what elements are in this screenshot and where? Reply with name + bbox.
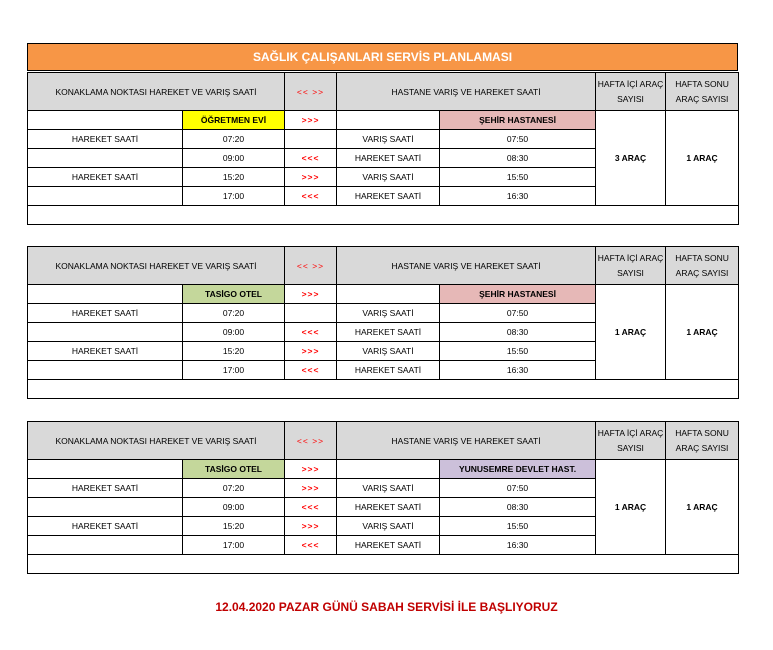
direction-arrow: <<< [285,149,337,168]
hospital-label: HAREKET SAATİ [337,536,440,555]
direction-arrow: <<< [285,323,337,342]
weekend-vehicle-count: 1 ARAÇ [666,285,739,380]
hospital-label: VARIŞ SAATİ [337,342,440,361]
blank-row [28,380,739,399]
hospital-label: HAREKET SAATİ [337,361,440,380]
blank-row [28,555,739,574]
departure-label: HAREKET SAATİ [28,130,183,149]
accommodation-time: 07:20 [183,304,285,323]
departure-label: HAREKET SAATİ [28,342,183,361]
hospital-label: HAREKET SAATİ [337,187,440,206]
hospital-label: VARIŞ SAATİ [337,304,440,323]
accommodation-time: 09:00 [183,498,285,517]
footer-notice: 12.04.2020 PAZAR GÜNÜ SABAH SERVİSİ İLE BAŞLIYORUZ [215,600,558,614]
accommodation-time: 09:00 [183,323,285,342]
hospital-label: VARIŞ SAATİ [337,130,440,149]
hospital-name: ŞEHİR HASTANESİ [440,285,596,304]
accommodation-time: 07:20 [183,479,285,498]
direction-arrow: >>> [285,285,337,304]
hospital-time: 16:30 [440,536,596,555]
weekend-vehicle-count: 1 ARAÇ [666,460,739,555]
blank-cell [28,111,183,130]
hospital-time: 15:50 [440,342,596,361]
header-weekday-count: HAFTA İÇİ ARAÇ SAYISI [596,247,666,285]
header-accommodation: KONAKLAMA NOKTASI HAREKET VE VARIŞ SAATİ [28,422,285,460]
blank-cell [337,460,440,479]
schedule-table [27,246,739,399]
hospital-time: 07:50 [440,130,596,149]
direction-arrow: <<< [285,361,337,380]
direction-arrow: <<< [285,536,337,555]
page-title: SAĞLIK ÇALIŞANLARI SERVİS PLANLAMASI [27,43,738,71]
hospital-name: ŞEHİR HASTANESİ [440,111,596,130]
direction-arrow [285,304,337,323]
blank-cell [28,460,183,479]
blank-cell [337,111,440,130]
hospital-time: 08:30 [440,323,596,342]
hospital-label: VARIŞ SAATİ [337,479,440,498]
hospital-time: 07:50 [440,479,596,498]
blank-row [28,206,739,225]
header-weekend-count: HAFTA SONU ARAÇ SAYISI [666,422,739,460]
header-weekend-count: HAFTA SONU ARAÇ SAYISI [666,247,739,285]
accommodation-time: 09:00 [183,149,285,168]
header-accommodation: KONAKLAMA NOKTASI HAREKET VE VARIŞ SAATİ [28,73,285,111]
direction-arrow: >>> [285,479,337,498]
hospital-time: 07:50 [440,304,596,323]
hospital-label: HAREKET SAATİ [337,498,440,517]
hospital-time: 15:50 [440,168,596,187]
header-hospital: HASTANE VARIŞ VE HAREKET SAATİ [337,247,596,285]
departure-label [28,498,183,517]
hospital-label: HAREKET SAATİ [337,323,440,342]
blank-cell [337,285,440,304]
direction-arrow: >>> [285,460,337,479]
direction-arrow: <<< [285,187,337,206]
header-arrows: << >> [285,73,337,111]
hospital-name: YUNUSEMRE DEVLET HAST. [440,460,596,479]
weekday-vehicle-count: 1 ARAÇ [596,460,666,555]
accommodation-time: 17:00 [183,361,285,380]
direction-arrow: >>> [285,517,337,536]
accommodation-time: 07:20 [183,130,285,149]
hospital-time: 08:30 [440,498,596,517]
accommodation-time: 15:20 [183,168,285,187]
departure-label [28,323,183,342]
hospital-time: 16:30 [440,361,596,380]
hospital-label: HAREKET SAATİ [337,149,440,168]
direction-arrow: >>> [285,111,337,130]
departure-label [28,361,183,380]
schedule-table [27,421,739,574]
weekend-vehicle-count: 1 ARAÇ [666,111,739,206]
departure-label [28,149,183,168]
blank-cell [28,285,183,304]
hospital-time: 15:50 [440,517,596,536]
header-weekday-count: HAFTA İÇİ ARAÇ SAYISI [596,73,666,111]
accommodation-time: 17:00 [183,187,285,206]
location-name: ÖĞRETMEN EVİ [183,111,285,130]
direction-arrow: >>> [285,342,337,361]
direction-arrow [285,130,337,149]
schedule-table [27,72,739,225]
departure-label [28,187,183,206]
departure-label: HAREKET SAATİ [28,479,183,498]
header-weekday-count: HAFTA İÇİ ARAÇ SAYISI [596,422,666,460]
weekday-vehicle-count: 1 ARAÇ [596,285,666,380]
header-weekend-count: HAFTA SONU ARAÇ SAYISI [666,73,739,111]
hospital-label: VARIŞ SAATİ [337,517,440,536]
hospital-label: VARIŞ SAATİ [337,168,440,187]
location-name: TASİGO OTEL [183,460,285,479]
hospital-time: 16:30 [440,187,596,206]
location-name: TASİGO OTEL [183,285,285,304]
direction-arrow: <<< [285,498,337,517]
header-hospital: HASTANE VARIŞ VE HAREKET SAATİ [337,73,596,111]
header-arrows: << >> [285,247,337,285]
header-hospital: HASTANE VARIŞ VE HAREKET SAATİ [337,422,596,460]
accommodation-time: 15:20 [183,342,285,361]
departure-label: HAREKET SAATİ [28,168,183,187]
accommodation-time: 17:00 [183,536,285,555]
direction-arrow: >>> [285,168,337,187]
weekday-vehicle-count: 3 ARAÇ [596,111,666,206]
accommodation-time: 15:20 [183,517,285,536]
header-accommodation: KONAKLAMA NOKTASI HAREKET VE VARIŞ SAATİ [28,247,285,285]
departure-label: HAREKET SAATİ [28,517,183,536]
hospital-time: 08:30 [440,149,596,168]
departure-label: HAREKET SAATİ [28,304,183,323]
header-arrows: << >> [285,422,337,460]
departure-label [28,536,183,555]
